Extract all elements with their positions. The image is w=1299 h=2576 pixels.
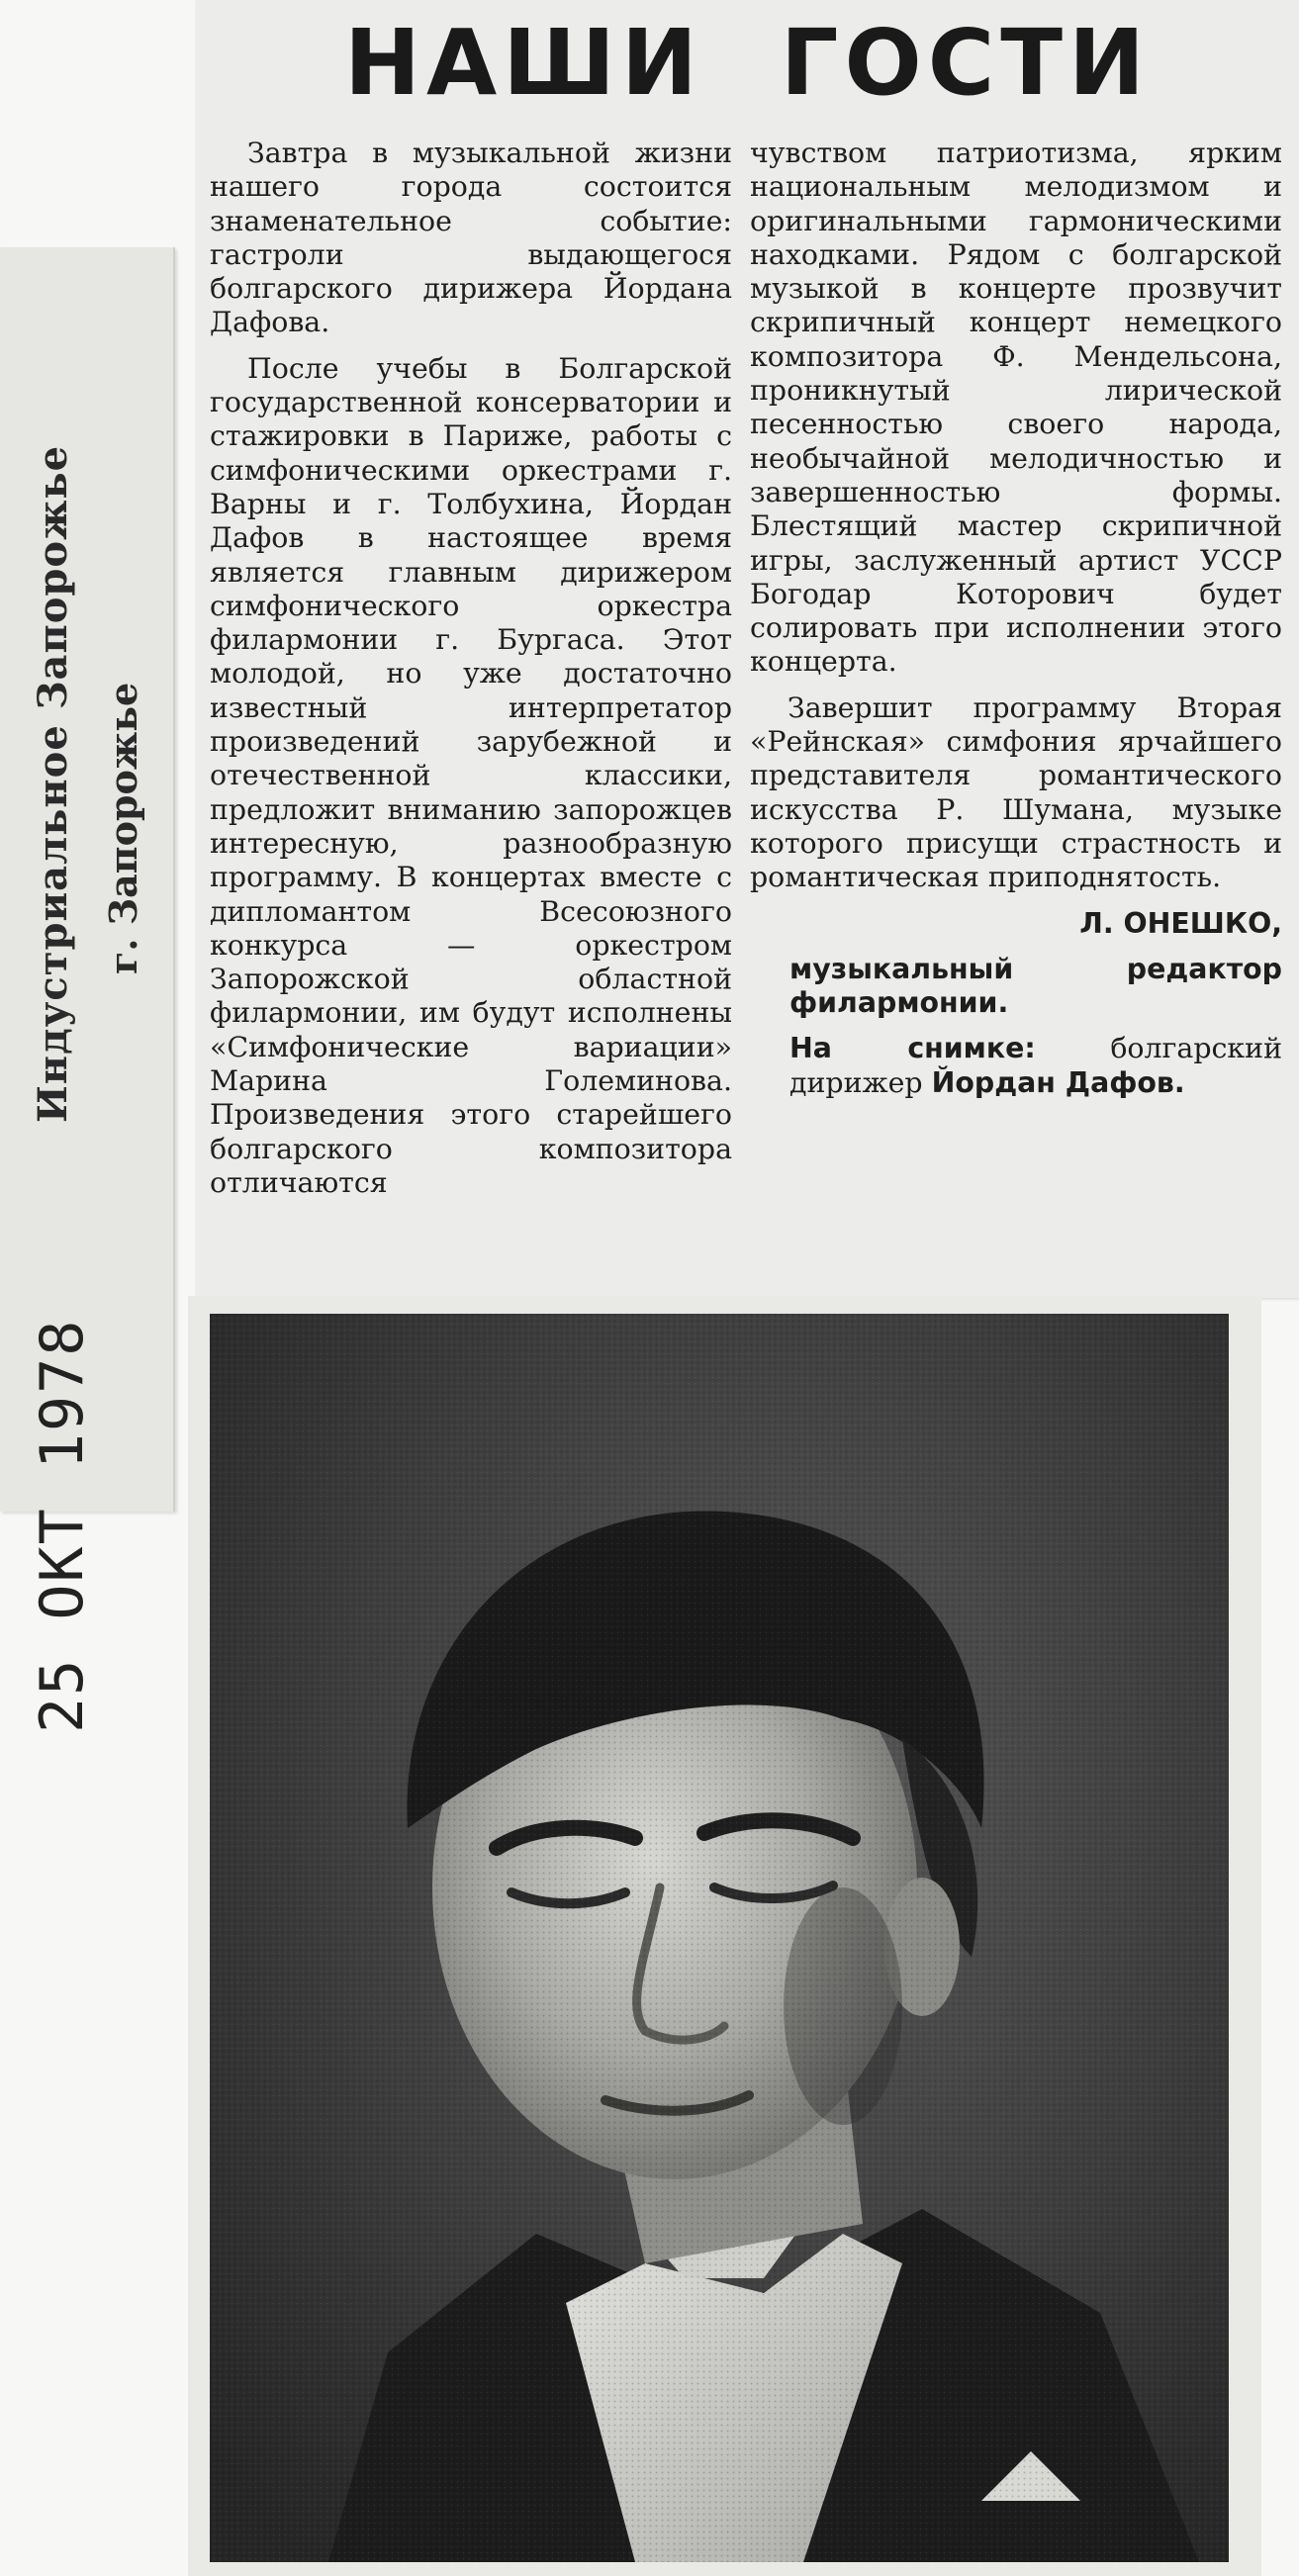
date-stamp: 25 ОКТ 1978 (28, 1318, 97, 1733)
archive-stamp-strip (0, 247, 175, 1733)
newspaper-source-city: г. Запорожье (101, 682, 145, 974)
conductor-portrait-photo (210, 1314, 1229, 2562)
photo-caption (750, 1032, 1282, 1100)
portrait-illustration (210, 1314, 1229, 2562)
article-paragraph: Завтра в музыкальной жизни нашего города состоится знаменательное событие: гастроли выдающегося болгарского дирижера Йордана Дафова. (210, 137, 732, 339)
article-left-column (210, 137, 732, 1212)
article-headline: НАШИ ГОСТИ (344, 10, 1151, 116)
author-name: Л. ОНЕШКО, (1079, 906, 1282, 940)
caption-label: На снимке: (789, 1032, 1036, 1065)
caption-text: болгарский дирижер (789, 1032, 1282, 1099)
article-right-column (750, 137, 1282, 1112)
article-paragraph: Завершит программу Вторая «Рейнская» симфония ярчайшего представителя романтического искусства Р. Шумана, музыке которого присущи страстность и романтическая приподнятость. (750, 690, 1282, 894)
caption-person-name: Йордан Дафов. (931, 1065, 1185, 1099)
author-role: музыкальный редактор филармонии. (789, 952, 1282, 1020)
article-paragraph: чувством патриотизма, ярким национальным мелодизмом и оригинальными гармоническими находками. Рядом с болгарской музыкой в концерте прозвучит скрипичный концерт немецкого композитора Ф. Мендельсона, проникнутый лирической песенностью своего народа, необычайной мелодичностью и завершенностью формы. Блестящий мастер скрипичной игры, заслуженный артист УССР Богодар Которович будет солировать при исполнении этого концерта. (750, 137, 1282, 679)
article-paragraph: После учебы в Болгарской государственной консерватории и стажировки в Париже, работы с симфоническими оркестрами г. Варны и г. Толбухина, Йордан Дафов в настоящее время является главным дирижером симфонического оркестра филармонии г. Бургаса. Этот молодой, но уже достаточно известный интерпретатор произведений зарубежной и отечественной классики, предложит вниманию запорожцев интересную, разнообразную программу. В концертах вместе с дипломантом Всесоюзного конкурса — оркестром Запорожской областной филармонии, им будут исполнены «Симфонические вариации» Марина Големинова. Произведения этого старейшего болгарского композитора отличаются (210, 351, 732, 1199)
photo-frame (188, 1296, 1261, 2576)
newspaper-source-name: Индустриальное Запорожье (30, 444, 76, 1123)
article-clipping (196, 0, 1299, 1298)
